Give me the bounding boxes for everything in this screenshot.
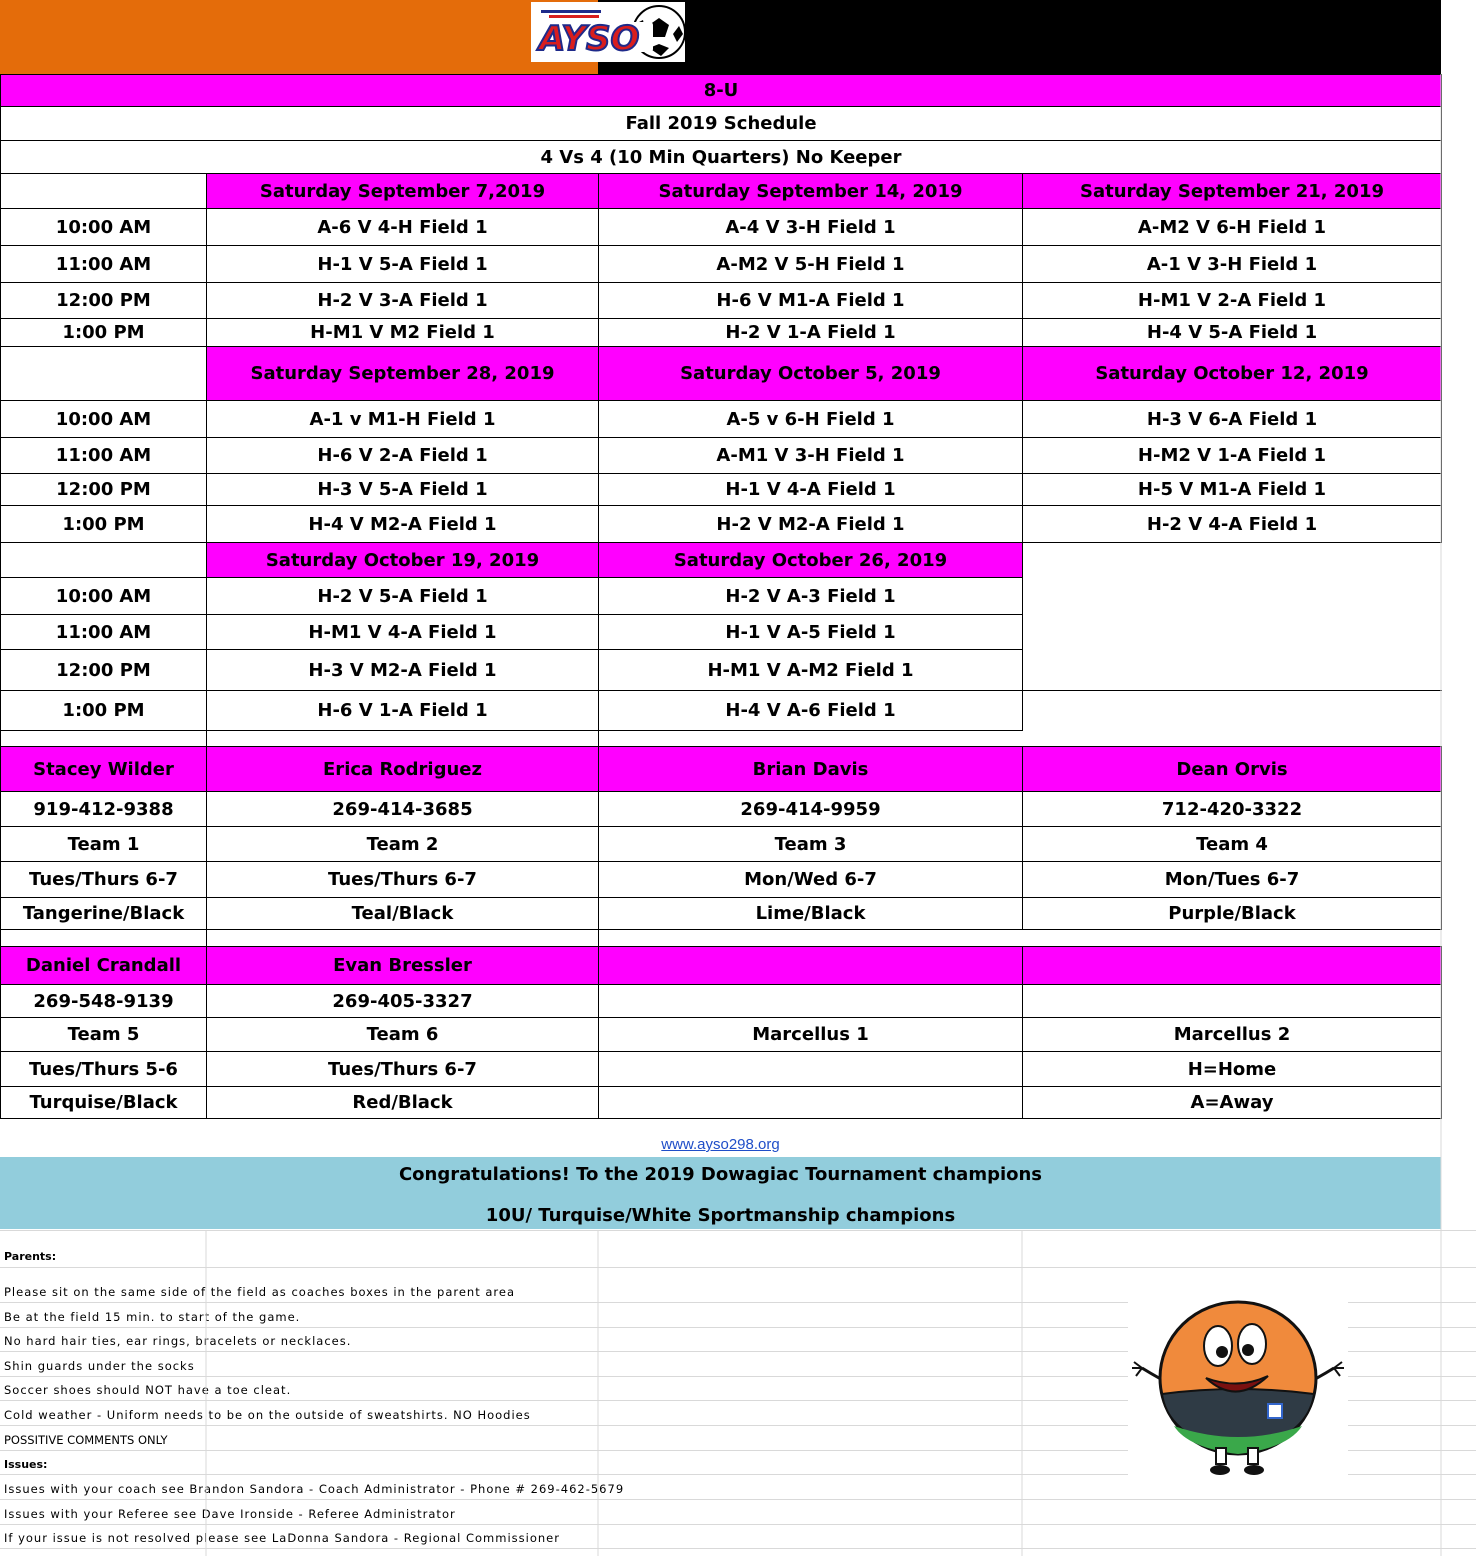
- game-cell: H-2 V 3-A Field 1: [207, 283, 599, 319]
- game-cell: H-1 V 5-A Field 1: [207, 246, 599, 283]
- team-label: Team 3: [599, 827, 1023, 862]
- game-cell: H-M1 V 2-A Field 1: [1023, 283, 1442, 319]
- game-cell: A-4 V 3-H Field 1: [599, 209, 1023, 246]
- coach-phone: 269-405-3327: [207, 985, 599, 1018]
- coach-phone: [1023, 985, 1442, 1018]
- game-cell: A-M1 V 3-H Field 1: [599, 438, 1023, 474]
- empty-cell: [1023, 578, 1442, 615]
- parent-note: Shin guards under the socks: [4, 1359, 195, 1373]
- team-label: Team 6: [207, 1018, 599, 1052]
- time-slot: 12:00 PM: [1, 283, 207, 319]
- game-cell: H-M1 V 4-A Field 1: [207, 615, 599, 650]
- team-colors: Red/Black: [207, 1087, 599, 1119]
- practice-time: Tues/Thurs 5-6: [1, 1052, 207, 1087]
- coach-name: Daniel Crandall: [1, 947, 207, 985]
- practice-time: Tues/Thurs 6-7: [207, 862, 599, 898]
- team-colors: Lime/Black: [599, 898, 1023, 930]
- coach-phone: 269-414-9959: [599, 792, 1023, 827]
- team-label: Team 1: [1, 827, 207, 862]
- date-header: Saturday October 12, 2019: [1023, 347, 1442, 401]
- time-slot: 10:00 AM: [1, 209, 207, 246]
- time-header-blank: [1, 174, 207, 209]
- coach-name: Evan Bressler: [207, 947, 599, 985]
- spacer-cell: [599, 731, 1023, 747]
- issue-note: Issues with your Referee see Dave Ironside - Referee Administrator: [4, 1507, 456, 1521]
- schedule-sheet: [0, 74, 1442, 1119]
- game-cell: H-2 V 1-A Field 1: [599, 319, 1023, 347]
- coach-name: Erica Rodriguez: [207, 747, 599, 792]
- date-header: Saturday October 5, 2019: [599, 347, 1023, 401]
- parent-note: POSSITIVE COMMENTS ONLY: [4, 1433, 168, 1447]
- time-slot: 10:00 AM: [1, 401, 207, 438]
- team-label: Team 2: [207, 827, 599, 862]
- coach-phone: 269-414-3685: [207, 792, 599, 827]
- logo-lettering: AYSO: [539, 19, 640, 59]
- coach-name: [599, 947, 1023, 985]
- team-label: Marcellus 2: [1023, 1018, 1442, 1052]
- legend-home: H=Home: [1023, 1052, 1442, 1087]
- parent-note: No hard hair ties, ear rings, bracelets or necklaces.: [4, 1334, 352, 1348]
- parent-note: Be at the field 15 min. to start of the game.: [4, 1310, 301, 1324]
- game-cell: H-6 V M1-A Field 1: [599, 283, 1023, 319]
- game-cell: H-3 V 6-A Field 1: [1023, 401, 1442, 438]
- game-cell: H-1 V A-5 Field 1: [599, 615, 1023, 650]
- game-cell: H-4 V 5-A Field 1: [1023, 319, 1442, 347]
- time-slot: 1:00 PM: [1, 506, 207, 543]
- game-cell: A-5 v 6-H Field 1: [599, 401, 1023, 438]
- game-cell: H-2 V 4-A Field 1: [1023, 506, 1442, 543]
- spacer-cell: [1023, 731, 1442, 747]
- game-cell: H-4 V M2-A Field 1: [207, 506, 599, 543]
- date-header: Saturday October 26, 2019: [599, 543, 1023, 578]
- format-title: 4 Vs 4 (10 Min Quarters) No Keeper: [1, 141, 1442, 174]
- game-cell: H-M2 V 1-A Field 1: [1023, 438, 1442, 474]
- game-cell: H-4 V A-6 Field 1: [599, 691, 1023, 731]
- time-slot: 11:00 AM: [1, 246, 207, 283]
- date-header: Saturday September 28, 2019: [207, 347, 599, 401]
- game-cell: A-1 v M1-H Field 1: [207, 401, 599, 438]
- date-header: Saturday September 7,2019: [207, 174, 599, 209]
- coach-name: [1023, 947, 1442, 985]
- game-cell: A-M2 V 6-H Field 1: [1023, 209, 1442, 246]
- game-cell: H-6 V 2-A Field 1: [207, 438, 599, 474]
- practice-time: Tues/Thurs 6-7: [207, 1052, 599, 1087]
- game-cell: H-2 V M2-A Field 1: [599, 506, 1023, 543]
- time-slot: 10:00 AM: [1, 578, 207, 615]
- time-slot: 1:00 PM: [1, 319, 207, 347]
- coach-phone: 269-548-9139: [1, 985, 207, 1018]
- practice-time: Mon/Tues 6-7: [1023, 862, 1442, 898]
- parents-heading: Parents:: [4, 1250, 57, 1263]
- game-cell: H-1 V 4-A Field 1: [599, 474, 1023, 506]
- game-cell: H-2 V 5-A Field 1: [207, 578, 599, 615]
- time-slot: 11:00 AM: [1, 438, 207, 474]
- banner-line-2: 10U/ Turquise/White Sportmanship champions: [485, 1205, 956, 1226]
- ayso-logo: [531, 2, 685, 62]
- date-header: Saturday September 21, 2019: [1023, 174, 1442, 209]
- empty-cell: [1023, 543, 1442, 578]
- time-header-blank: [1, 347, 207, 401]
- time-header-blank: [1, 543, 207, 578]
- spacer-cell: [1023, 930, 1442, 947]
- date-header: Saturday September 14, 2019: [599, 174, 1023, 209]
- division-title: 8-U: [1, 75, 1442, 107]
- spacer-cell: [207, 731, 599, 747]
- game-cell: H-6 V 1-A Field 1: [207, 691, 599, 731]
- season-title: Fall 2019 Schedule: [1, 107, 1442, 141]
- soccer-ball-mascot-illustration: [1128, 1298, 1348, 1478]
- coach-name: Brian Davis: [599, 747, 1023, 792]
- parent-note: Cold weather - Uniform needs to be on the outside of sweatshirts. NO Hoodies: [4, 1408, 531, 1422]
- game-cell: H-3 V M2-A Field 1: [207, 650, 599, 691]
- spacer-cell: [1, 731, 207, 747]
- team-colors: Teal/Black: [207, 898, 599, 930]
- time-slot: 1:00 PM: [1, 691, 207, 731]
- team-label: Marcellus 1: [599, 1018, 1023, 1052]
- coach-phone: 919-412-9388: [1, 792, 207, 827]
- header-band: [0, 0, 1441, 74]
- team-colors: Tangerine/Black: [1, 898, 207, 930]
- empty-cell: [1023, 650, 1442, 691]
- issue-note: Issues with your coach see Brandon Sandora - Coach Administrator - Phone # 269-462-5679: [4, 1482, 625, 1496]
- spacer-cell: [599, 930, 1023, 947]
- game-cell: H-M1 V A-M2 Field 1: [599, 650, 1023, 691]
- header-black-block: [598, 0, 1441, 74]
- legend-away: A=Away: [1023, 1087, 1442, 1119]
- header-orange-block: [0, 0, 598, 74]
- coach-name: Dean Orvis: [1023, 747, 1442, 792]
- time-slot: 12:00 PM: [1, 650, 207, 691]
- practice-time: [599, 1052, 1023, 1087]
- team-label: Team 5: [1, 1018, 207, 1052]
- parent-note: Soccer shoes should NOT have a toe cleat.: [4, 1383, 292, 1397]
- practice-time: Mon/Wed 6-7: [599, 862, 1023, 898]
- team-label: Team 4: [1023, 827, 1442, 862]
- parent-note: Please sit on the same side of the field as coaches boxes in the parent area: [4, 1285, 516, 1299]
- game-cell: A-1 V 3-H Field 1: [1023, 246, 1442, 283]
- website-link[interactable]: www.ayso298.org: [661, 1136, 780, 1153]
- empty-cell: [1023, 615, 1442, 650]
- congratulations-banner: [0, 1157, 1441, 1229]
- game-cell: H-5 V M1-A Field 1: [1023, 474, 1442, 506]
- game-cell: A-6 V 4-H Field 1: [207, 209, 599, 246]
- team-colors: Turquise/Black: [1, 1087, 207, 1119]
- spacer-cell: [1, 930, 207, 947]
- issues-heading: Issues:: [4, 1458, 48, 1471]
- issue-note: If your issue is not resolved please see LaDonna Sandora - Regional Commissioner: [4, 1531, 560, 1545]
- empty-cell: [1023, 691, 1442, 731]
- team-colors: Purple/Black: [1023, 898, 1442, 930]
- date-header: Saturday October 19, 2019: [207, 543, 599, 578]
- spacer-cell: [207, 930, 599, 947]
- game-cell: H-M1 V M2 Field 1: [207, 319, 599, 347]
- coach-name: Stacey Wilder: [1, 747, 207, 792]
- game-cell: H-3 V 5-A Field 1: [207, 474, 599, 506]
- team-colors: [599, 1087, 1023, 1119]
- game-cell: H-2 V A-3 Field 1: [599, 578, 1023, 615]
- coach-phone: [599, 985, 1023, 1018]
- game-cell: A-M2 V 5-H Field 1: [599, 246, 1023, 283]
- banner-line-1: Congratulations! To the 2019 Dowagiac Tournament champions: [398, 1164, 1043, 1185]
- practice-time: Tues/Thurs 6-7: [1, 862, 207, 898]
- time-slot: 12:00 PM: [1, 474, 207, 506]
- time-slot: 11:00 AM: [1, 615, 207, 650]
- coach-phone: 712-420-3322: [1023, 792, 1442, 827]
